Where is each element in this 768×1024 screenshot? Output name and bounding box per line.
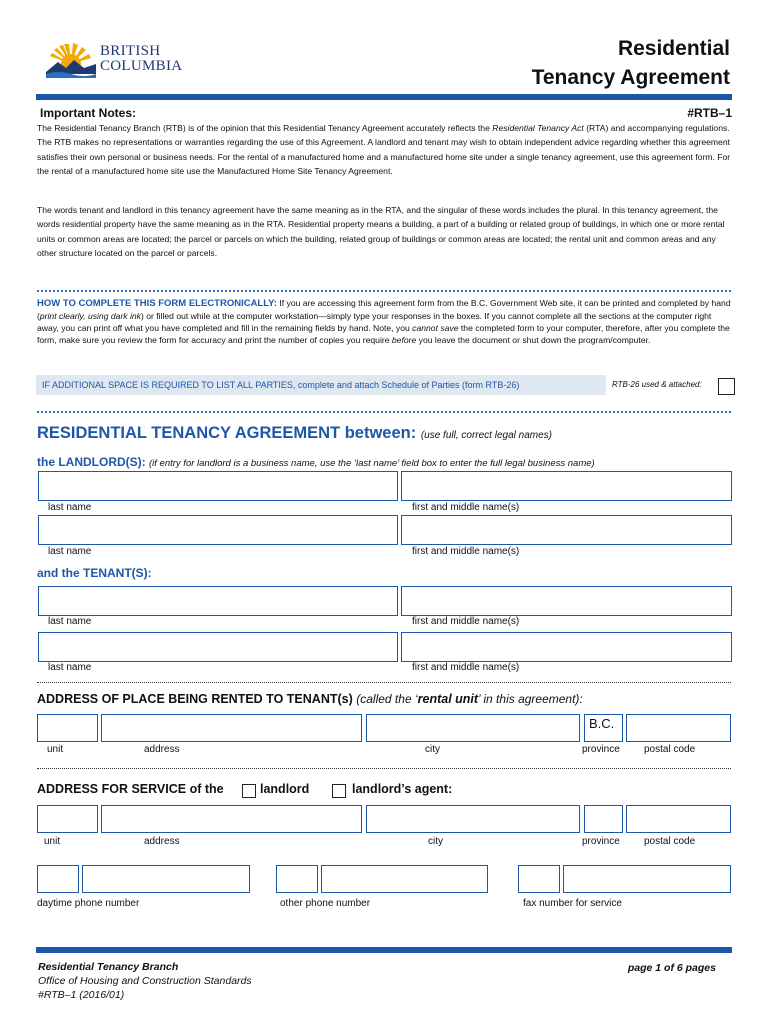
landlord-2-first-name-label: first and middle name(s) <box>412 546 520 557</box>
dotted-divider <box>37 290 731 292</box>
rental-address-note-a: (called the ‘ <box>356 692 418 706</box>
additional-space-notice: IF ADDITIONAL SPACE IS REQUIRED TO LIST ALL PARTIES, complete and attach Schedule of Parties (form RTB-26) <box>36 375 606 395</box>
service-unit-input[interactable] <box>37 805 98 833</box>
service-city-label: city <box>428 836 443 847</box>
title-line-2: Tenancy Agreement <box>531 66 730 89</box>
tenant-2-last-name-input[interactable] <box>38 632 398 662</box>
agreement-heading <box>37 424 552 443</box>
service-address-input[interactable] <box>101 805 362 833</box>
other-phone-area-input[interactable] <box>276 865 318 893</box>
notes-p1-text-b: (RTA) and accompanying regulations. The RTB makes no representations or warranties regarding the use of this Agreement. A landlord and tenant may wish to obtain independent advice regarding whether this agreement satisfies their own personal or business needs. For the rental of a manufactured home and a manufactured home site under a single tenancy agreement, use this agreement form. For the rental of a manufactured home site use the Manufactured Home Site Tenancy Agreement. <box>37 123 731 176</box>
landlords-note: (if entry for landlord is a business name, use the ‘last name’ field box to enter the full legal business name) <box>149 458 595 469</box>
agreement-heading-note: (use full, correct legal names) <box>420 430 552 441</box>
tenant-2-first-name-label: first and middle name(s) <box>412 662 520 673</box>
notes-paragraph-2: The words tenant and landlord in this tenancy agreement have the same meaning as in the RTA, and the singular of these words includes the plural. In this tenancy agreement, the words residential property have the same meaning as in the RTA. Residential property means a building, a part of a building or related group of buildings, in which one or more rental units or common areas are located; the parcel or parcels on which the building, related group of buildings or common areas are located; the rental unit and common areas and any other structure located on the parcel or parcels. <box>37 205 725 258</box>
electronic-text-4: you leave the document or shut down the program/computer. <box>416 335 651 345</box>
rental-address-note-b: rental unit <box>417 692 479 706</box>
rental-city-label: city <box>425 744 440 755</box>
important-notes-heading: Important Notes: <box>40 106 136 120</box>
daytime-phone-area-input[interactable] <box>37 865 79 893</box>
rental-address-heading <box>37 692 583 706</box>
electronic-italic-3: before <box>391 335 417 345</box>
landlord-2-last-name-input[interactable] <box>38 515 398 545</box>
tenants-heading: and the TENANT(S): <box>37 566 152 580</box>
rental-postal-code-input[interactable] <box>626 714 731 742</box>
tenant-1-first-name-input[interactable] <box>401 586 732 616</box>
service-address-label: address <box>144 836 180 847</box>
other-phone-input[interactable] <box>321 865 488 893</box>
electronic-italic-2: cannot save <box>412 323 459 333</box>
title-line-1: Residential <box>617 37 730 60</box>
rental-address-note-d: : <box>579 692 583 706</box>
rental-province-value: B.C. <box>589 716 615 731</box>
landlord-2-first-name-input[interactable] <box>401 515 732 545</box>
landlord-2-last-name-label: last name <box>48 546 92 557</box>
service-agent-label: landlord’s agent: <box>352 782 453 796</box>
tenant-1-last-name-input[interactable] <box>38 586 398 616</box>
service-landlord-checkbox[interactable] <box>242 784 256 798</box>
landlords-label: the LANDLORD(S): <box>37 455 146 469</box>
notes-paragraph-1 <box>37 121 731 178</box>
other-phone-label: other phone number <box>280 898 371 909</box>
sun-mountain-icon <box>44 38 98 80</box>
service-landlord-label: landlord <box>260 782 310 796</box>
bc-logo <box>44 38 194 82</box>
logo-line-columbia: COLUMBIA <box>100 58 183 74</box>
service-province-input[interactable] <box>584 805 623 833</box>
rental-province-label: province <box>582 744 620 755</box>
dotted-divider-3 <box>37 682 731 683</box>
service-unit-label: unit <box>44 836 61 847</box>
rental-postal-code-label: postal code <box>644 744 696 755</box>
electronic-instructions <box>37 297 731 346</box>
electronic-italic-1: print clearly, using dark ink <box>39 311 141 321</box>
rtb26-label: RTB-26 used & attached: <box>612 380 702 389</box>
footer-office: Office of Housing and Construction Standards <box>38 975 252 987</box>
dotted-divider-4 <box>37 768 731 769</box>
service-province-label: province <box>582 836 620 847</box>
service-postal-code-input[interactable] <box>626 805 731 833</box>
fax-label: fax number for service <box>523 898 622 909</box>
electronic-text-1: If you are accessing this agreement form from the B.C. Government Web site, it can be printed and completed by hand ( <box>37 298 731 321</box>
rental-address-label: address <box>144 744 180 755</box>
logo-line-british: BRITISH <box>100 43 161 59</box>
rental-unit-label: unit <box>47 744 64 755</box>
daytime-phone-input[interactable] <box>82 865 250 893</box>
dotted-divider-2 <box>37 411 731 413</box>
rental-city-input[interactable] <box>366 714 580 742</box>
landlord-1-last-name-input[interactable] <box>38 471 398 501</box>
footer-code: #RTB–1 (2016/01) <box>38 989 125 1001</box>
tenant-1-last-name-label: last name <box>48 616 92 627</box>
tenant-2-last-name-label: last name <box>48 662 92 673</box>
notes-p1-text-a: The Residential Tenancy Branch (RTB) is of the opinion that this Residential Tenancy Agreement accurately reflects the <box>37 123 493 133</box>
electronic-text-3: the completed form to your computer, therefore, after you complete the form, make sure you review the form for accuracy and print the number of copies you require <box>37 323 730 345</box>
footer-left <box>38 960 252 1002</box>
service-agent-checkbox[interactable] <box>332 784 346 798</box>
electronic-text-2: ) or filled out while at the computer workstation—simply type your responses in the boxes. If you cannot complete all the sections at the computer right away, you can print off what you have completed and fill in the remaining fields by hand. Note, you <box>37 311 712 333</box>
notes-p1-act: Residential Tenancy Act <box>492 123 584 133</box>
tenant-1-first-name-label: first and middle name(s) <box>412 616 520 627</box>
bottom-divider <box>36 947 732 953</box>
footer-branch: Residential Tenancy Branch <box>38 961 179 973</box>
electronic-heading: HOW TO COMPLETE THIS FORM ELECTRONICALLY: <box>37 298 277 309</box>
page-title <box>532 34 730 92</box>
fax-area-input[interactable] <box>518 865 560 893</box>
rtb26-checkbox[interactable] <box>718 378 735 395</box>
rental-address-note-c: ’ in this agreement) <box>478 692 580 706</box>
logo-wordmark <box>100 44 182 74</box>
rental-address-heading-text: ADDRESS OF PLACE BEING RENTED TO TENANT(s) <box>37 692 353 706</box>
daytime-phone-label: daytime phone number <box>37 898 140 909</box>
landlord-1-last-name-label: last name <box>48 502 92 513</box>
landlord-1-first-name-label: first and middle name(s) <box>412 502 520 513</box>
service-city-input[interactable] <box>366 805 580 833</box>
rental-address-input[interactable] <box>101 714 362 742</box>
agreement-heading-text: RESIDENTIAL TENANCY AGREEMENT between: <box>37 424 417 442</box>
top-divider <box>36 94 732 100</box>
service-postal-code-label: postal code <box>644 836 696 847</box>
rental-unit-input[interactable] <box>37 714 98 742</box>
landlords-heading <box>37 455 595 469</box>
form-code: #RTB–1 <box>687 106 732 120</box>
page-number: page 1 of 6 pages <box>627 962 716 974</box>
tenant-2-first-name-input[interactable] <box>401 632 732 662</box>
service-address-heading: ADDRESS FOR SERVICE of the <box>37 782 224 796</box>
fax-input[interactable] <box>563 865 731 893</box>
landlord-1-first-name-input[interactable] <box>401 471 732 501</box>
